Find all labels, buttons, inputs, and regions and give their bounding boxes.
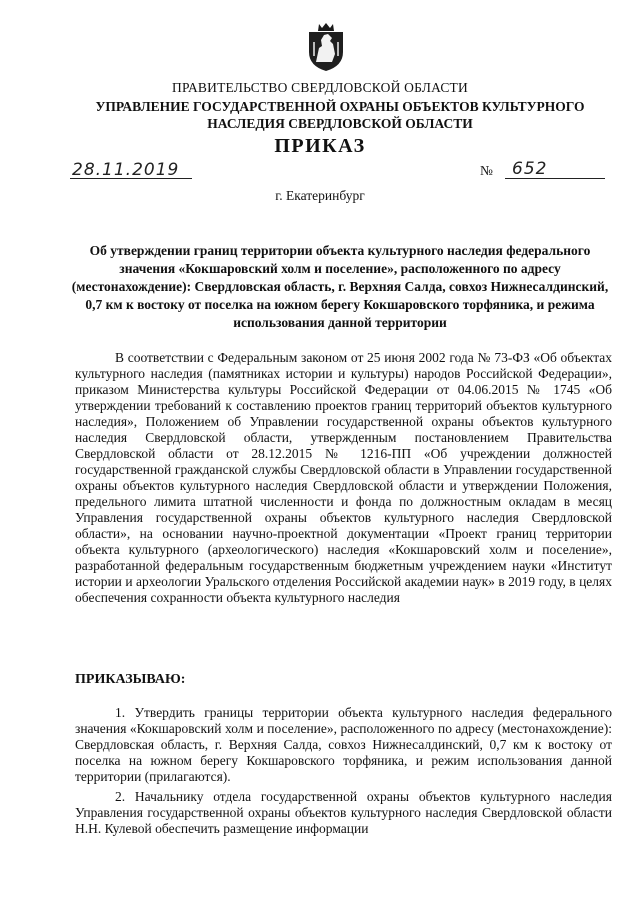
- number-underline: [505, 178, 605, 179]
- order-title: Об утверждении границ территории объекта культурного наследия федерального значения «Кокшаровский холм и поселение», расположенного по адресу (местонахождение): Свердловская область, г. Верхняя Салда, совхоз Нижнесалдинский, 0,7 км к востоку от поселка на южном берегу Кокшаровского торфяника, и режима использования данной территории: [71, 243, 609, 330]
- preamble-paragraph: В соответствии с Федеральным законом от 25 июня 2002 года № 73-ФЗ «Об объектах культурного наследия (памятниках истории и культуры) народов Российской Федерации», приказом Министерства культуры Российской Федерации от 04.06.2015 № 1745 «Об утверждении требований к составлению проектов границ территорий объектов культурного наследия», Положением об Управлении государственной охраны объектов культурного наследия Свердловской области, утвержденным постановлением Правительства Свердловской области от 28.12.2015 № 1216-ПП «Об учреждении должностей государственной гражданской службы Свердловской области в Управлении государственной охраны объектов культурного наследия Свердловской области и утверждении Положения, предельного лимита штатной численности и фонда по должностным окладам в месяц Управления государственной охраны объектов культурного наследия Свердловской области», на основании научно-проектной документации «Проект границ территории объекта культурного (археологического) наследия «Кокшаровский холм и поселение», разработанной федеральным государственным бюджетным учреждением науки «Институт истории и археологии Уральского отделения Российской академии наук» в 2019 году, в целях обеспечения сохранности объекта культурного наследия: [75, 350, 612, 605]
- sverdlovsk-coat-of-arms-icon: [305, 22, 347, 72]
- order-number: 652: [512, 159, 548, 179]
- order-date: 28.11.2019: [72, 160, 180, 180]
- department-name: УПРАВЛЕНИЕ ГОСУДАРСТВЕННОЙ ОХРАНЫ ОБЪЕКТОВ КУЛЬТУРНОГО НАСЛЕДИЯ СВЕРДЛОВСКОЙ ОБЛАСТИ: [95, 99, 585, 131]
- order-items: [75, 705, 612, 841]
- document-type-title: ПРИКАЗ: [274, 135, 366, 157]
- number-sign: №: [480, 163, 493, 178]
- order-heading: ПРИКАЗЫВАЮ:: [75, 672, 186, 687]
- government-name: ПРАВИТЕЛЬСТВО СВЕРДЛОВСКОЙ ОБЛАСТИ: [172, 80, 468, 95]
- date-underline: [70, 178, 192, 179]
- order-item-1: 1. Утвердить границы территории объекта культурного наследия федерального значения «Кокшаровский холм и поселение», расположенного по адресу (местонахождение): Свердловская область, г. Верхняя Салда, совхоз Нижнесалдинский, 0,7 км к востоку от поселка на южном берегу Кокшаровского торфяника, и режим использования данной территории (прилагаются).: [75, 705, 612, 784]
- order-item-2: 2. Начальнику отдела государственной охраны объектов культурного наследия Управления государственной охраны объектов культурного наследия Свердловской области Н.Н. Кулевой обеспечить размещение информации: [75, 789, 612, 836]
- city: г. Екатеринбург: [275, 188, 365, 203]
- preamble-section: [75, 350, 612, 606]
